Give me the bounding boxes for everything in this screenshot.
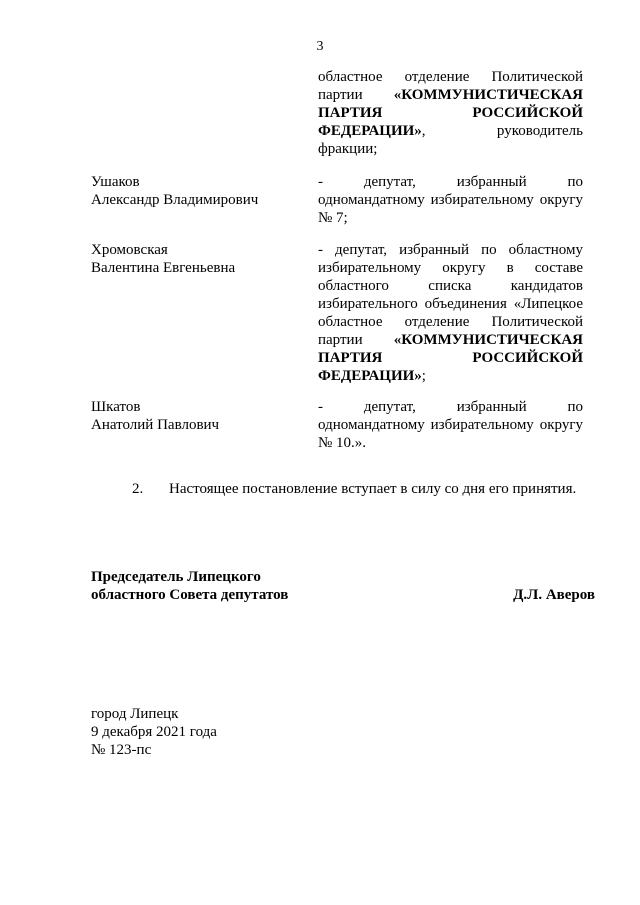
bold-text: «КОММУНИСТИЧЕСКАЯ xyxy=(393,87,583,103)
bold-text: ПАРТИЯ РОССИЙСКОЙ xyxy=(318,105,583,121)
signature-title-line: областного Совета депутатов xyxy=(91,587,289,603)
text-segment: фракции; xyxy=(318,141,378,157)
footer-city: город Липецк xyxy=(91,706,179,722)
text-segment: одномандатному избирательному округу xyxy=(318,192,583,208)
text-line xyxy=(318,104,583,122)
text-line xyxy=(318,241,583,259)
text-segment: партии xyxy=(318,332,394,348)
member-surname: Шкатов xyxy=(91,399,141,415)
member-name xyxy=(91,173,301,209)
text-line xyxy=(318,191,583,209)
text-line xyxy=(318,313,583,331)
member-name xyxy=(91,398,301,434)
text-line xyxy=(318,86,583,104)
text-segment: ; xyxy=(421,368,426,384)
text-segment: избирательного объединения «Липецкое xyxy=(318,296,583,312)
text-segment: областное отделение Политической xyxy=(318,69,583,85)
text-line xyxy=(318,434,583,452)
text-segment: № 7; xyxy=(318,210,348,226)
member-name xyxy=(91,241,301,277)
text-line xyxy=(318,140,583,158)
text-line xyxy=(318,295,583,313)
member-given-name: Александр Владимирович xyxy=(91,192,259,208)
text-segment: избирательному округу в составе xyxy=(318,260,583,276)
text-segment: № 10.». xyxy=(318,435,367,451)
text-line xyxy=(318,122,583,140)
text-segment: областного списка кандидатов xyxy=(318,278,583,294)
text-line xyxy=(318,68,583,86)
text-line xyxy=(318,259,583,277)
signature-name: Д.Л. Аверов xyxy=(513,587,595,603)
signature-title-line: Председатель Липецкого xyxy=(91,569,261,585)
text-line xyxy=(318,173,583,191)
continuation-text xyxy=(318,68,583,158)
footer-number: № 123-пс xyxy=(91,742,152,758)
member-given-name: Анатолий Павлович xyxy=(91,417,220,433)
text-segment: , руководитель xyxy=(421,123,583,139)
member-surname: Ушаков xyxy=(91,174,140,190)
text-line xyxy=(318,398,583,416)
footer-date: 9 декабря 2021 года xyxy=(91,724,217,740)
text-segment: одномандатному избирательному округу xyxy=(318,417,583,433)
text-segment: партии xyxy=(318,87,394,103)
bold-text: «КОММУНИСТИЧЕСКАЯ xyxy=(393,332,583,348)
text-segment: областное отделение Политической xyxy=(318,314,583,330)
bold-text: ПАРТИЯ РОССИЙСКОЙ xyxy=(318,350,583,366)
text-segment: - депутат, избранный по xyxy=(318,399,583,415)
item-text: Настоящее постановление вступает в силу со дня его принятия. xyxy=(169,481,577,497)
text-line xyxy=(318,331,583,349)
member-description xyxy=(318,398,583,452)
document-footer xyxy=(91,705,217,759)
bold-text: ФЕДЕРАЦИИ» xyxy=(318,123,422,139)
signature-title xyxy=(91,568,288,604)
member-description xyxy=(318,173,583,227)
member-given-name: Валентина Евгеньевна xyxy=(91,260,236,276)
text-line xyxy=(318,416,583,434)
text-segment: - депутат, избранный по xyxy=(318,174,583,190)
text-line xyxy=(318,349,583,367)
text-segment: - депутат, избранный по областному xyxy=(318,242,583,258)
text-line xyxy=(318,209,583,227)
bold-text: ФЕДЕРАЦИИ» xyxy=(318,368,422,384)
page-number: 3 xyxy=(316,39,324,54)
member-description xyxy=(318,241,583,385)
text-line xyxy=(318,367,583,385)
item-number: 2. xyxy=(132,481,144,497)
member-surname: Хромовская xyxy=(91,242,168,258)
text-line xyxy=(318,277,583,295)
